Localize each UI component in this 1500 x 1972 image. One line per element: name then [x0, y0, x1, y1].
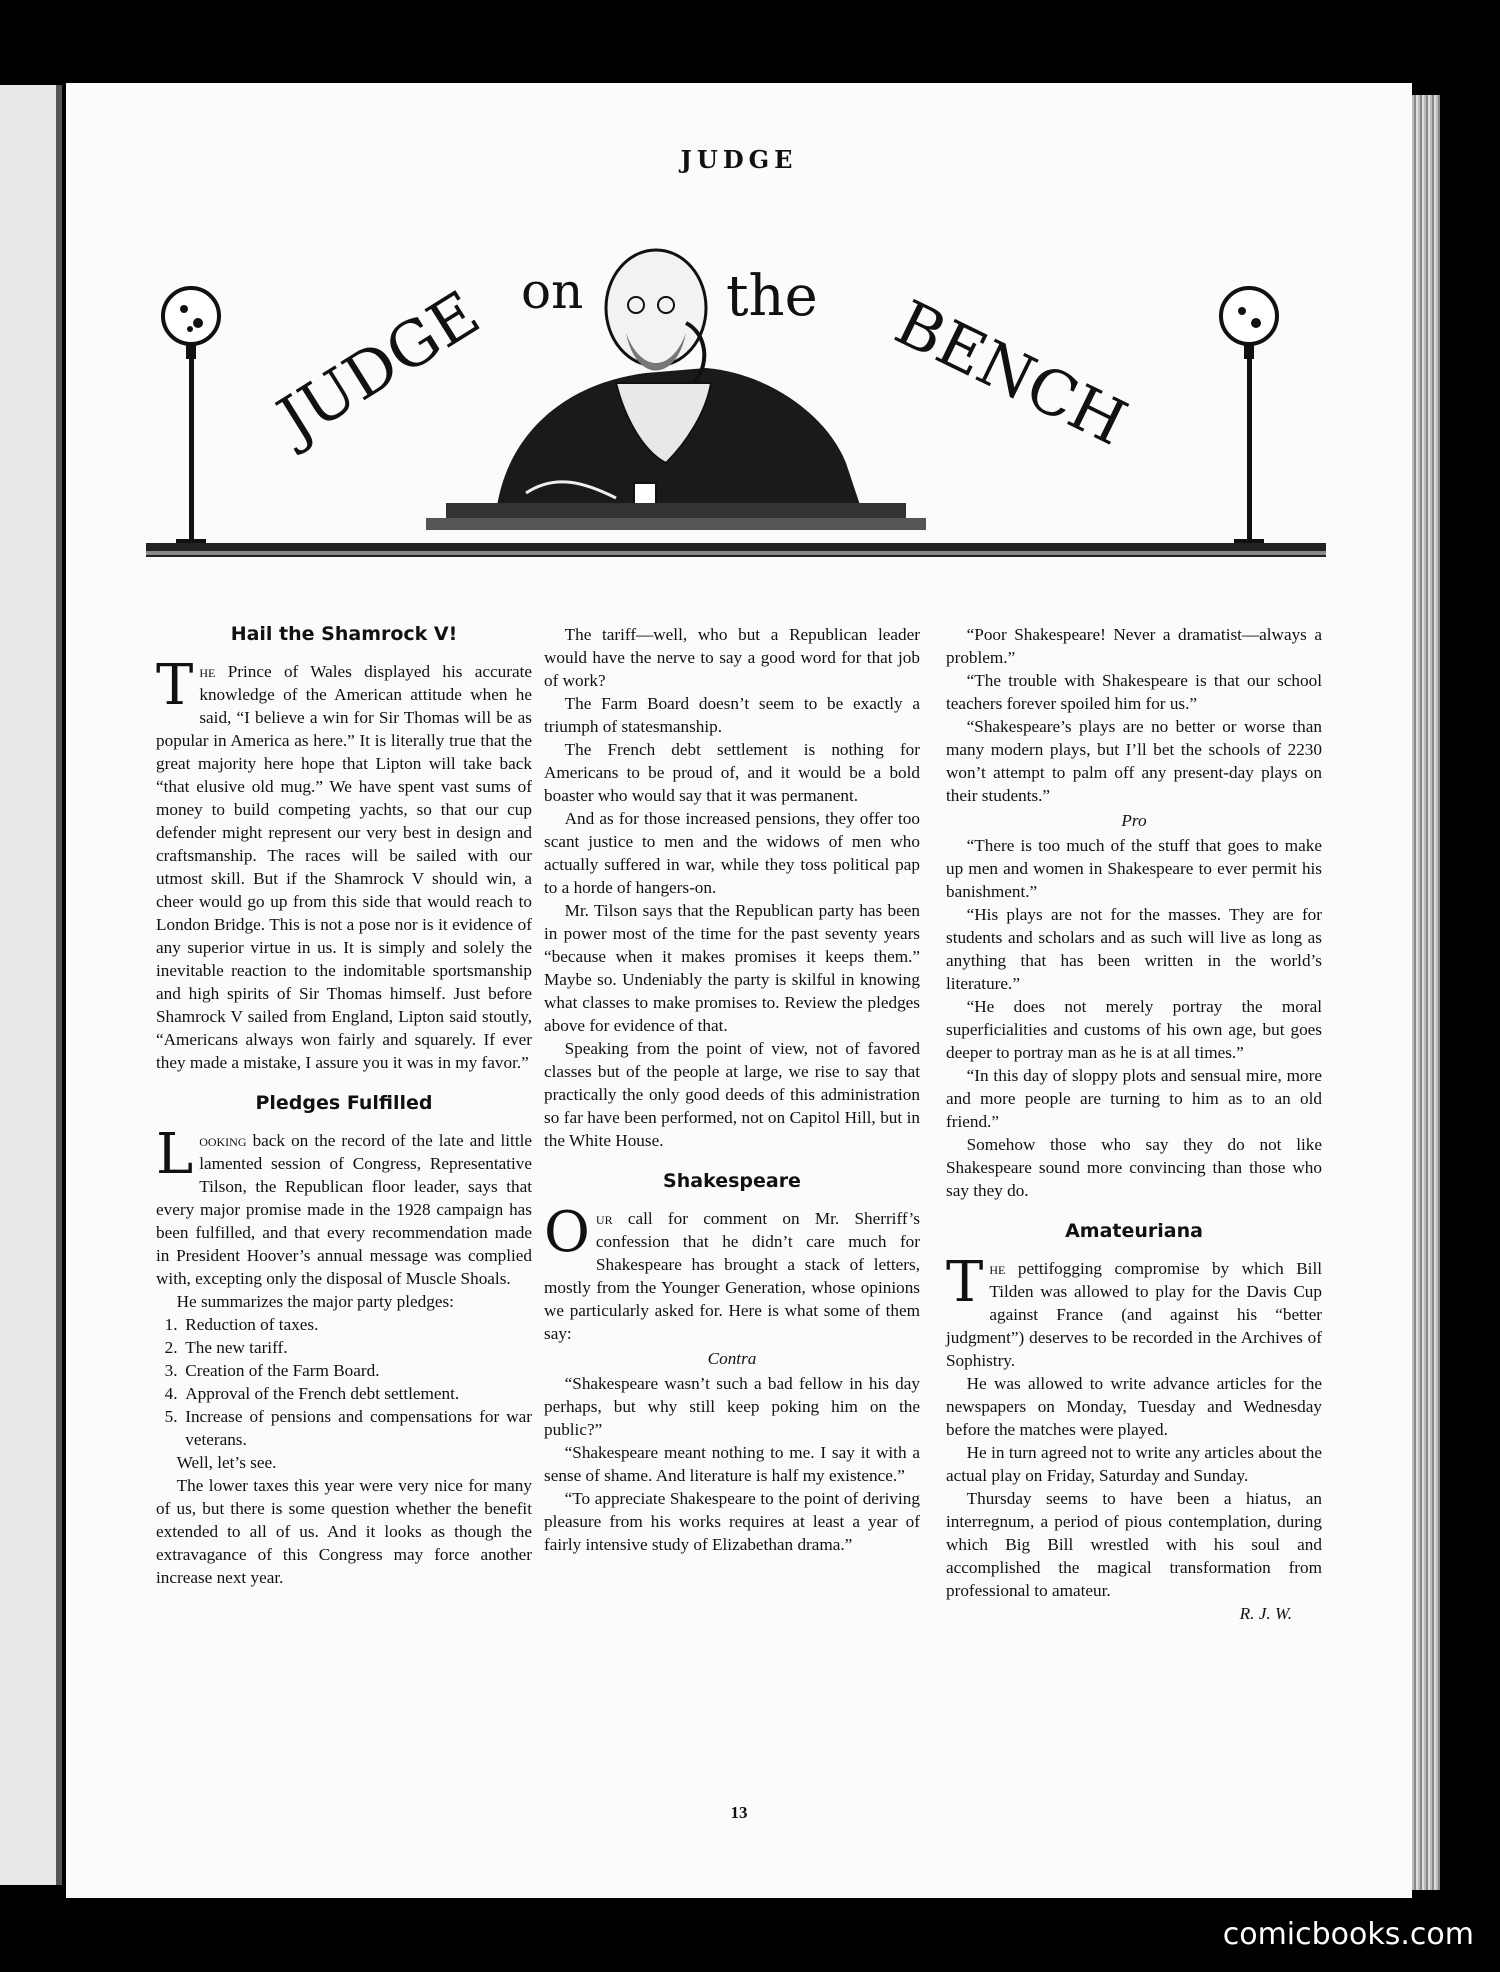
- author-signature: R. J. W.: [1239, 1604, 1292, 1623]
- amateuriana-heading: Amateuriana: [1065, 1220, 1203, 1242]
- pledges-p6: The Farm Board doesn’t seem to be exactly a triumph of statesmanship.: [544, 694, 920, 736]
- pledge-item: 3. Creation of the Farm Board.: [182, 1359, 532, 1382]
- pledge-item: 2. The new tariff.: [182, 1336, 532, 1359]
- contra-quote: “Poor Shakespeare! Never a dramatist—always a problem.”: [946, 625, 1322, 667]
- pledge-item: 5. Increase of pensions and compensations for war veterans.: [182, 1405, 532, 1451]
- amateuriana-body: [946, 1250, 1323, 1372]
- pledges-dropcap: L: [156, 1122, 194, 1187]
- page-number: 13: [730, 1803, 748, 1822]
- source-watermark: comicbooks.com: [1222, 1917, 1474, 1952]
- shakespeare-body: [544, 1200, 920, 1345]
- page-stack-edge: [1412, 95, 1440, 1890]
- amateuriana-p3: He in turn agreed not to write any articles about the actual play on Friday, Saturday and Sunday.: [946, 1443, 1322, 1485]
- amateuriana-dropcap: T: [946, 1250, 984, 1315]
- banner-word-bench: BENCH: [884, 285, 1139, 460]
- contra-quote: “To appreciate Shakespeare to the point of deriving pleasure from his works requires at least a year of fairly intensive study of Elizabethan drama.”: [544, 1489, 920, 1554]
- hail-dropcap: T: [156, 653, 194, 718]
- pledge-item: 4. Approval of the French debt settlement.: [182, 1382, 532, 1405]
- right-lamp-illustration: [1221, 288, 1277, 547]
- contra-quote: “Shakespeare wasn’t such a bad fellow in his day perhaps, but why still keep poking him on the public?”: [544, 1374, 920, 1439]
- contra-quote: “The trouble with Shakespeare is that our school teachers forever spoiled him for us.”: [946, 671, 1322, 713]
- pledges-p9: Mr. Tilson says that the Republican party has been in power most of the time for the past seventy years “because when it makes promises it keeps them.” Maybe so. Undeniably the party is skilful in knowing what classes to make promises to. Review the pledges above for evidence of that.: [544, 901, 920, 1035]
- shakespeare-dropcap: O: [544, 1200, 590, 1265]
- pro-quote: “He does not merely portray the moral superficialities and customs of his own age, but goes deeper to portray man as he is at all times.”: [946, 997, 1322, 1062]
- magazine-page: [66, 83, 1412, 1898]
- shakespeare-lead: ur: [595, 1209, 613, 1228]
- shakespeare-heading: Shakespeare: [663, 1170, 801, 1192]
- hail-body: [156, 653, 533, 1074]
- shakespeare-closing: Somehow those who say they do not like Shakespeare sound more convincing than those who say they do.: [946, 1135, 1322, 1200]
- pledges-p4: The lower taxes this year were very nice for many of us, but there is some question whether the benefit extended to all of us. And it looks as though the extravagance of this Congress may force another increase next year.: [156, 1476, 532, 1587]
- pledges-p2: He summarizes the major party pledges:: [176, 1292, 454, 1311]
- masthead: JUDGE: [680, 145, 798, 174]
- pledges-p7: The French debt settlement is nothing for Americans to be proud of, and it would be a bold boaster who would say that it was permanent.: [544, 740, 920, 805]
- contra-quote: “Shakespeare’s plays are no better or worse than many modern plays, but I’ll bet the schools of 2230 won’t attempt to palm off any present-day plays on their students.”: [946, 717, 1322, 805]
- amateuriana-lead: he: [989, 1259, 1006, 1278]
- pledges-p8: And as for those increased pensions, they offer too scant justice to men and the widows of men who actually suffered in war, while they toss political pap to a horde of hangers-on.: [544, 809, 920, 897]
- pledges-heading: Pledges Fulfilled: [255, 1092, 433, 1114]
- judge-on-the-bench-banner: [146, 233, 1326, 593]
- pledge-item: 1. Reduction of taxes.: [182, 1313, 532, 1336]
- contra-label: Contra: [707, 1349, 757, 1368]
- banner-word-judge: JUDGE: [265, 276, 492, 456]
- pledges-p10: Speaking from the point of view, not of favored classes but of the people at large, we rise to say that practically the only good deeds of this administration so far have been performed, not on Capitol Hill, but in the White House.: [544, 1039, 920, 1150]
- column-1: [156, 623, 532, 1589]
- hail-lead: he: [199, 662, 216, 681]
- pledges-body: [156, 1122, 533, 1290]
- pledges-p5: The tariff—well, who but a Republican leader would have the nerve to say a good word for that job of work?: [544, 625, 920, 690]
- column-3: [946, 623, 1322, 1625]
- facing-page-edge: [0, 85, 62, 1885]
- pledges-text: back on the record of the late and little lamented session of Congress, Representative Tilson, the Republican floor leader, says that every major promise made in the 1928 campaign has been fulfilled, and that every recommendation made in President Hoover’s annual message was complied with, excepting only the disposal of Muscle Shoals.: [156, 1131, 533, 1288]
- left-lamp-illustration: [163, 288, 219, 547]
- pro-quote: “His plays are not for the masses. They are for students and scholars and as such will live as long as anything that has been written in the world’s literature.”: [946, 905, 1322, 993]
- bench-desk-illustration: [146, 503, 1326, 557]
- column-2: [544, 623, 920, 1556]
- banner-word-the: the: [726, 264, 818, 329]
- amateuriana-p2: He was allowed to write advance articles for the newspapers on Monday, Tuesday and Wednesday before the matches were played.: [946, 1374, 1322, 1439]
- contra-quote: “Shakespeare meant nothing to me. I say it with a sense of shame. And literature is half my existence.”: [544, 1443, 920, 1485]
- pledges-list: [156, 1313, 532, 1451]
- pro-quote: “In this day of sloppy plots and sensual mire, more and more people are turning to him as to an old friend.”: [946, 1066, 1322, 1131]
- hail-heading: Hail the Shamrock V!: [230, 623, 458, 645]
- shakespeare-text: call for comment on Mr. Sherriff’s confession that he didn’t care much for Shakespeare has brought a stack of letters, mostly from the Younger Generation, whose opinions we particularly asked for. Here is what some of them say:: [544, 1209, 920, 1343]
- amateuriana-text: pettifogging compromise by which Bill Tilden was allowed to play for the Davis Cup against France (and against his “better judgment”) deserves to be recorded in the Archives of Sophistry.: [946, 1259, 1323, 1370]
- amateuriana-p4: Thursday seems to have been a hiatus, an interregnum, a period of pious contemplation, during which Big Bill wrestled with his soul and accomplished the magical transformation from professional to amateur.: [946, 1489, 1322, 1600]
- pro-label: Pro: [1121, 811, 1147, 830]
- pledges-lead: ooking: [199, 1131, 247, 1150]
- hail-text: Prince of Wales displayed his accurate knowledge of the American attitude when he said, “I believe a win for Sir Thomas will be as popular in America as here.” It is literally true that the great majority here hope that Lipton will take back “that elusive old mug.” We have spent vast sums of money to build competing yachts, so that our cup defender might represent our very best in design and craftsmanship. The races will be sailed with our utmost skill. But if the Shamrock V should win, a cheer would go up from this side that would reach to London Bridge. This is not a pose nor is it evidence of any superior virtue in us. It is simply and solely the inevitable reaction to the indomitable sportsmanship and high spirits of Sir Thomas himself. Just before Shamrock V sailed from England, Lipton said stoutly, “Americans always won fairly and squarely. If ever they made a mistake, I assure you it was in my favor.”: [156, 662, 533, 1072]
- banner-word-on: on: [521, 262, 584, 320]
- pro-quote: “There is too much of the stuff that goes to make up men and women in Shakespeare to ever permit his banishment.”: [946, 836, 1322, 901]
- pledges-p3: Well, let’s see.: [176, 1453, 277, 1472]
